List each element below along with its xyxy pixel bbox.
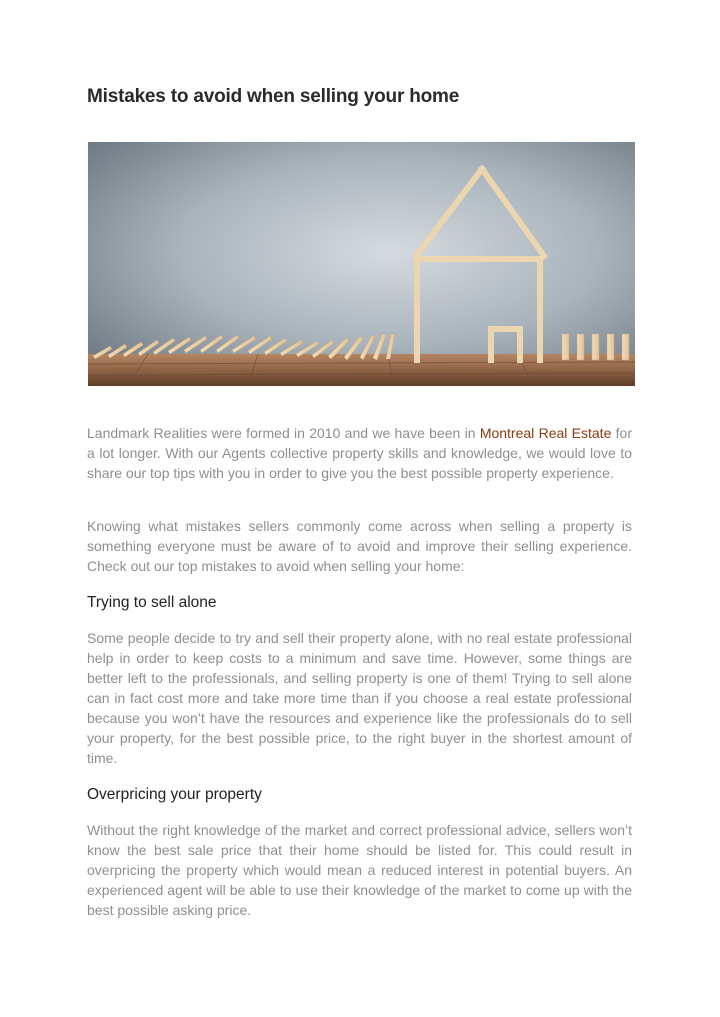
intro-text-after-link: for a lot longer. With our Agents collective property skills and knowledge, we would love to share our top tips with you in order to give you the best possible property experience. xyxy=(87,425,632,481)
intro-text-before-link: Landmark Realities were formed in 2010 and we have been in xyxy=(87,425,480,441)
section-body-selling-alone: Some people decide to try and sell their property alone, with no real estate professional help in order to keep costs to a minimum and save time. However, some things are better left to the professionals, and selling property is one of them! Trying to sell alone can in fact cost more and take more time than if you choose a real estate professional because you won’t have the resources and experience like the professionals do to sell your property, for the best possible price, to the right buyer in the shortest amount of time. xyxy=(87,630,632,766)
house-dominoes-illustration xyxy=(88,142,635,386)
page-title: Mistakes to avoid when selling your home xyxy=(87,86,460,107)
montreal-real-estate-link[interactable]: Montreal Real Estate xyxy=(479,425,612,441)
mistakes-intro-paragraph: Knowing what mistakes sellers commonly come across when selling a property is something everyone must be aware of to avoid and improve their selling experience. Check out our top mistakes to avoid when selling your home: xyxy=(87,518,632,574)
hero-image xyxy=(88,142,635,386)
section-heading-selling-alone: Trying to sell alone xyxy=(87,594,217,611)
section-body-overpricing: Without the right knowledge of the market and correct professional advice, sellers won’t know the best sale price that their home should be listed for. This could result in overpricing the property which would mean a reduced interest in potential buyers. An experienced agent will be able to use their knowledge of the market to come up with the best possible asking price. xyxy=(87,822,632,918)
intro-paragraph xyxy=(87,423,632,483)
section-heading-overpricing: Overpricing your property xyxy=(87,786,262,803)
